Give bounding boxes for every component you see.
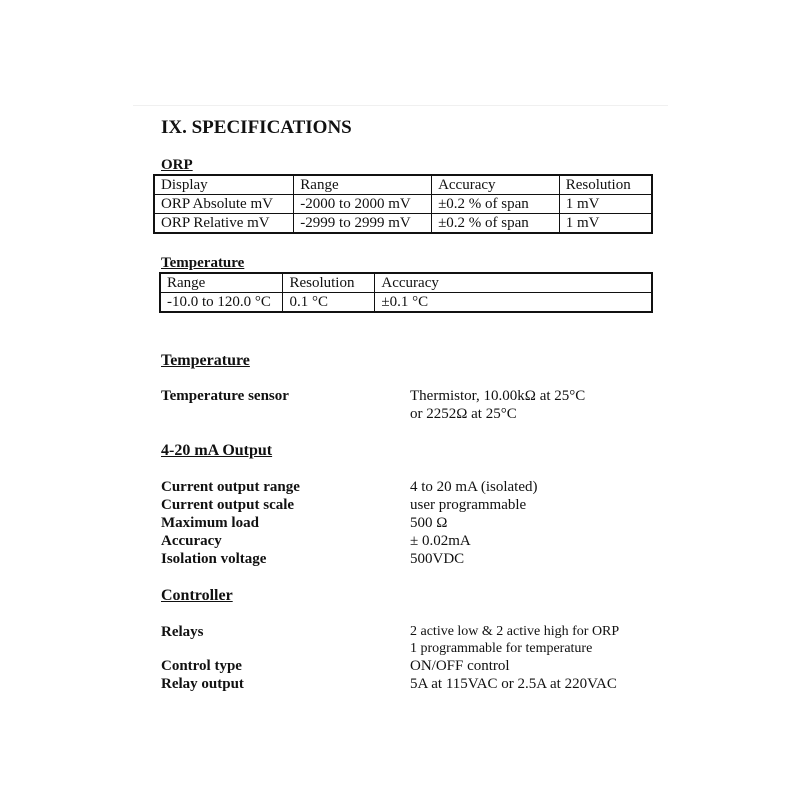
table-row — [154, 195, 652, 214]
table-cell: ±0.2 % of span — [432, 214, 560, 234]
spec-label: Current output scale — [161, 497, 295, 513]
spec-label: Isolation voltage — [161, 551, 267, 567]
table-cell: -10.0 to 120.0 °C — [160, 293, 283, 313]
spec-value: ON/OFF control — [410, 658, 510, 674]
header-cell: Display — [154, 175, 294, 195]
table-cell: ±0.1 °C — [375, 293, 652, 313]
spec-label: Temperature sensor — [161, 388, 289, 404]
header-cell: Resolution — [283, 273, 375, 293]
header-cell: Range — [294, 175, 432, 195]
spec-label: Current output range — [161, 479, 300, 495]
output-heading: 4-20 mA Output — [161, 442, 273, 459]
table-cell: ORP Relative mV — [154, 214, 294, 234]
table-cell: ORP Absolute mV — [154, 195, 294, 214]
spec-label: Maximum load — [161, 515, 259, 531]
table-cell: 0.1 °C — [283, 293, 375, 313]
spec-value: 500VDC — [410, 551, 465, 567]
orp-table — [153, 174, 653, 234]
spec-value: or 2252Ω at 25°C — [410, 406, 517, 422]
spec-value: 5A at 115VAC or 2.5A at 220VAC — [410, 676, 617, 692]
page-top-edge — [133, 105, 668, 106]
table-row — [160, 293, 652, 313]
table-row — [154, 214, 652, 234]
spec-value: 4 to 20 mA (isolated) — [410, 479, 538, 495]
table-cell: 1 mV — [559, 214, 652, 234]
table-header-row — [154, 175, 652, 195]
temperature-heading: Temperature — [161, 352, 250, 369]
temperature-table — [159, 272, 653, 313]
spec-value: 2 active low & 2 active high for ORP — [410, 624, 620, 639]
table-header-row — [160, 273, 652, 293]
page-title: IX. SPECIFICATIONS — [161, 117, 352, 138]
header-cell: Resolution — [559, 175, 652, 195]
table-cell: ±0.2 % of span — [432, 195, 560, 214]
header-cell: Accuracy — [432, 175, 560, 195]
spec-label: Accuracy — [161, 533, 222, 549]
header-cell: Range — [160, 273, 283, 293]
controller-heading: Controller — [161, 587, 233, 604]
table-cell: -2000 to 2000 mV — [294, 195, 432, 214]
spec-value: 500 Ω — [410, 515, 448, 531]
spec-label: Control type — [161, 658, 242, 674]
spec-value: ± 0.02mA — [410, 533, 471, 549]
table-cell: -2999 to 2999 mV — [294, 214, 432, 234]
table-cell: 1 mV — [559, 195, 652, 214]
header-cell: Accuracy — [375, 273, 652, 293]
spec-value: Thermistor, 10.00kΩ at 25°C — [410, 388, 586, 404]
spec-value: 1 programmable for temperature — [410, 641, 593, 656]
spec-value: user programmable — [410, 497, 527, 513]
temperature-table-heading: Temperature — [161, 255, 245, 271]
spec-label: Relays — [161, 624, 204, 640]
orp-heading: ORP — [161, 157, 193, 173]
spec-label: Relay output — [161, 676, 244, 692]
